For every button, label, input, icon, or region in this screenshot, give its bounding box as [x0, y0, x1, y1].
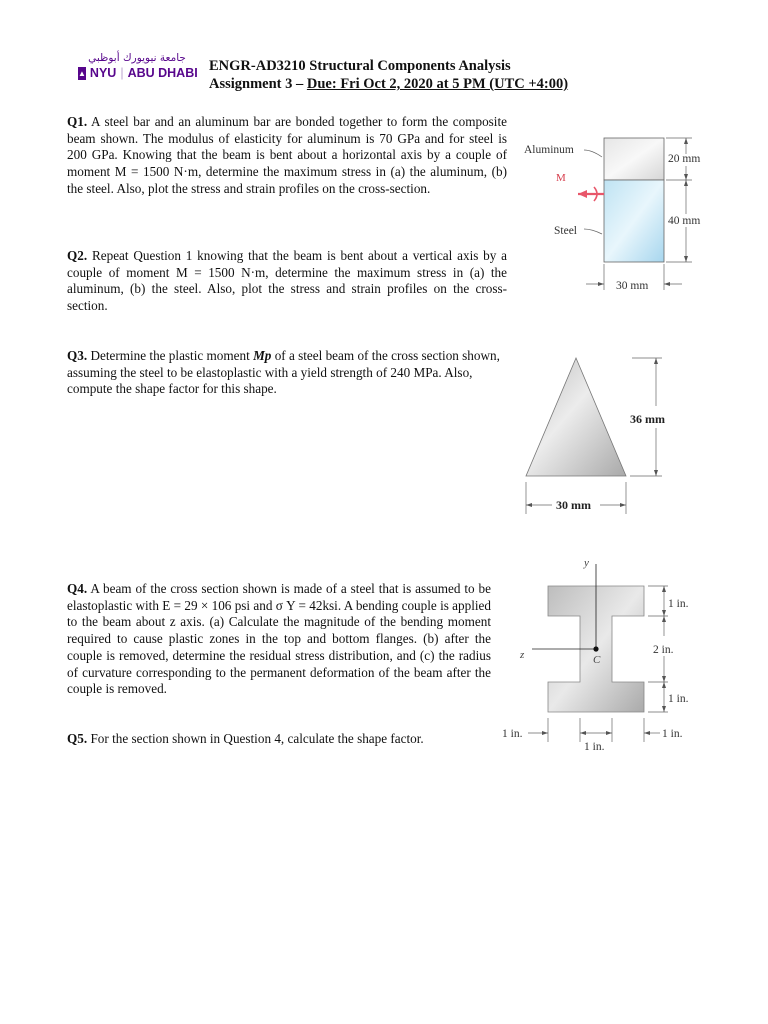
question-2-text: Repeat Question 1 knowing that the beam is bent about a vertical axis by a couple of moment M = 1500 N·m, determine the maximum stress in (a) the aluminum, (b) the steel. Also, plot the stress and strain profiles on the cross-section.	[67, 248, 507, 314]
assignment-line	[209, 75, 568, 93]
question-2	[67, 248, 507, 315]
logo-abu-dhabi: ABU DHABI	[127, 66, 198, 80]
question-3-text-before: Determine the plastic moment	[87, 348, 254, 363]
logo-english	[78, 66, 196, 80]
dim-beam-width: 30 mm	[616, 280, 649, 292]
dim-right-overhang: 1 in.	[662, 728, 683, 740]
question-3	[67, 348, 507, 398]
nyu-abu-dhabi-logo	[78, 51, 196, 80]
question-2-label: Q2.	[67, 248, 88, 263]
question-4	[67, 581, 491, 698]
y-axis-label: y	[584, 557, 589, 569]
figure-triangle-section	[518, 350, 718, 520]
z-axis-label: z	[520, 649, 525, 661]
dim-left-overhang: 1 in.	[502, 728, 523, 740]
question-5-label: Q5.	[67, 731, 88, 746]
centroid-label: C	[593, 654, 601, 666]
dim-triangle-height: 36 mm	[630, 412, 665, 426]
moment-label: M	[556, 172, 566, 184]
question-1	[67, 114, 507, 198]
question-1-label: Q1.	[67, 114, 88, 129]
steel-bar	[604, 180, 664, 262]
figure-composite-beam	[520, 130, 720, 300]
question-4-label: Q4.	[67, 581, 88, 596]
question-3-label: Q3.	[67, 348, 88, 363]
course-title: ENGR-AD3210 Structural Components Analysis	[209, 58, 511, 74]
document-header	[209, 57, 568, 93]
dim-triangle-base: 30 mm	[556, 498, 591, 512]
figure-i-beam-section	[498, 552, 718, 757]
aluminum-label: Aluminum	[524, 144, 574, 156]
torch-icon: ▲	[78, 68, 86, 78]
centroid-point	[593, 646, 598, 651]
dim-bottom-flange: 1 in.	[668, 693, 689, 705]
dim-aluminum-height: 20 mm	[668, 153, 701, 165]
question-3-text-after: of a steel beam of the cross section shown, assuming the steel to be elastoplastic with a yield strength of 240 MPa. Also, compute the shape factor for this shape.	[67, 348, 500, 397]
plastic-moment-symbol: Mp	[253, 348, 272, 363]
logo-separator: |	[120, 66, 124, 80]
question-5-text: For the section shown in Question 4, calculate the shape factor.	[87, 731, 424, 746]
due-date: Due: Fri Oct 2, 2020 at 5 PM (UTC +4:00)	[306, 76, 569, 92]
dim-web-height: 2 in.	[653, 644, 674, 656]
logo-nyu: NYU	[89, 66, 117, 80]
question-4-text: A beam of the cross section shown is made of a steel that is assumed to be elastoplastic with E = 29 × 106 psi and σ Y = 42ksi. A bending couple is applied to the beam about z axis. (a) Calculate the magnitude of the bending moment required to cause plastic zones in the top and bottom flanges. (b) after the couple is removed, determine the residual stress distribution, and (c) the radius of curvature corresponding to the permanent deformation of the beam after the couple is removed.	[67, 581, 491, 697]
dim-top-flange: 1 in.	[668, 598, 689, 610]
triangle-shape	[526, 358, 626, 476]
steel-label: Steel	[554, 225, 577, 237]
assignment-name: Assignment 3 –	[209, 76, 307, 92]
moment-arrow-icon	[578, 187, 604, 201]
dim-steel-height: 40 mm	[668, 215, 701, 227]
question-5	[67, 731, 507, 748]
logo-arabic-text: جامعة نيويورك أبوظبي	[88, 52, 186, 64]
dim-web-width: 1 in.	[584, 741, 605, 753]
aluminum-bar	[604, 138, 664, 180]
question-1-text: A steel bar and an aluminum bar are bonded together to form the composite beam shown. The modulus of elasticity for aluminum is 70 GPa and for steel is 200 GPa. Knowing that the beam is bent about a horizontal axis by a couple of moment M = 1500 N·m, determine the maximum stress in (a) the aluminum, (b) the steel. Also, plot the stress and strain profiles on the cross-section.	[67, 114, 507, 196]
